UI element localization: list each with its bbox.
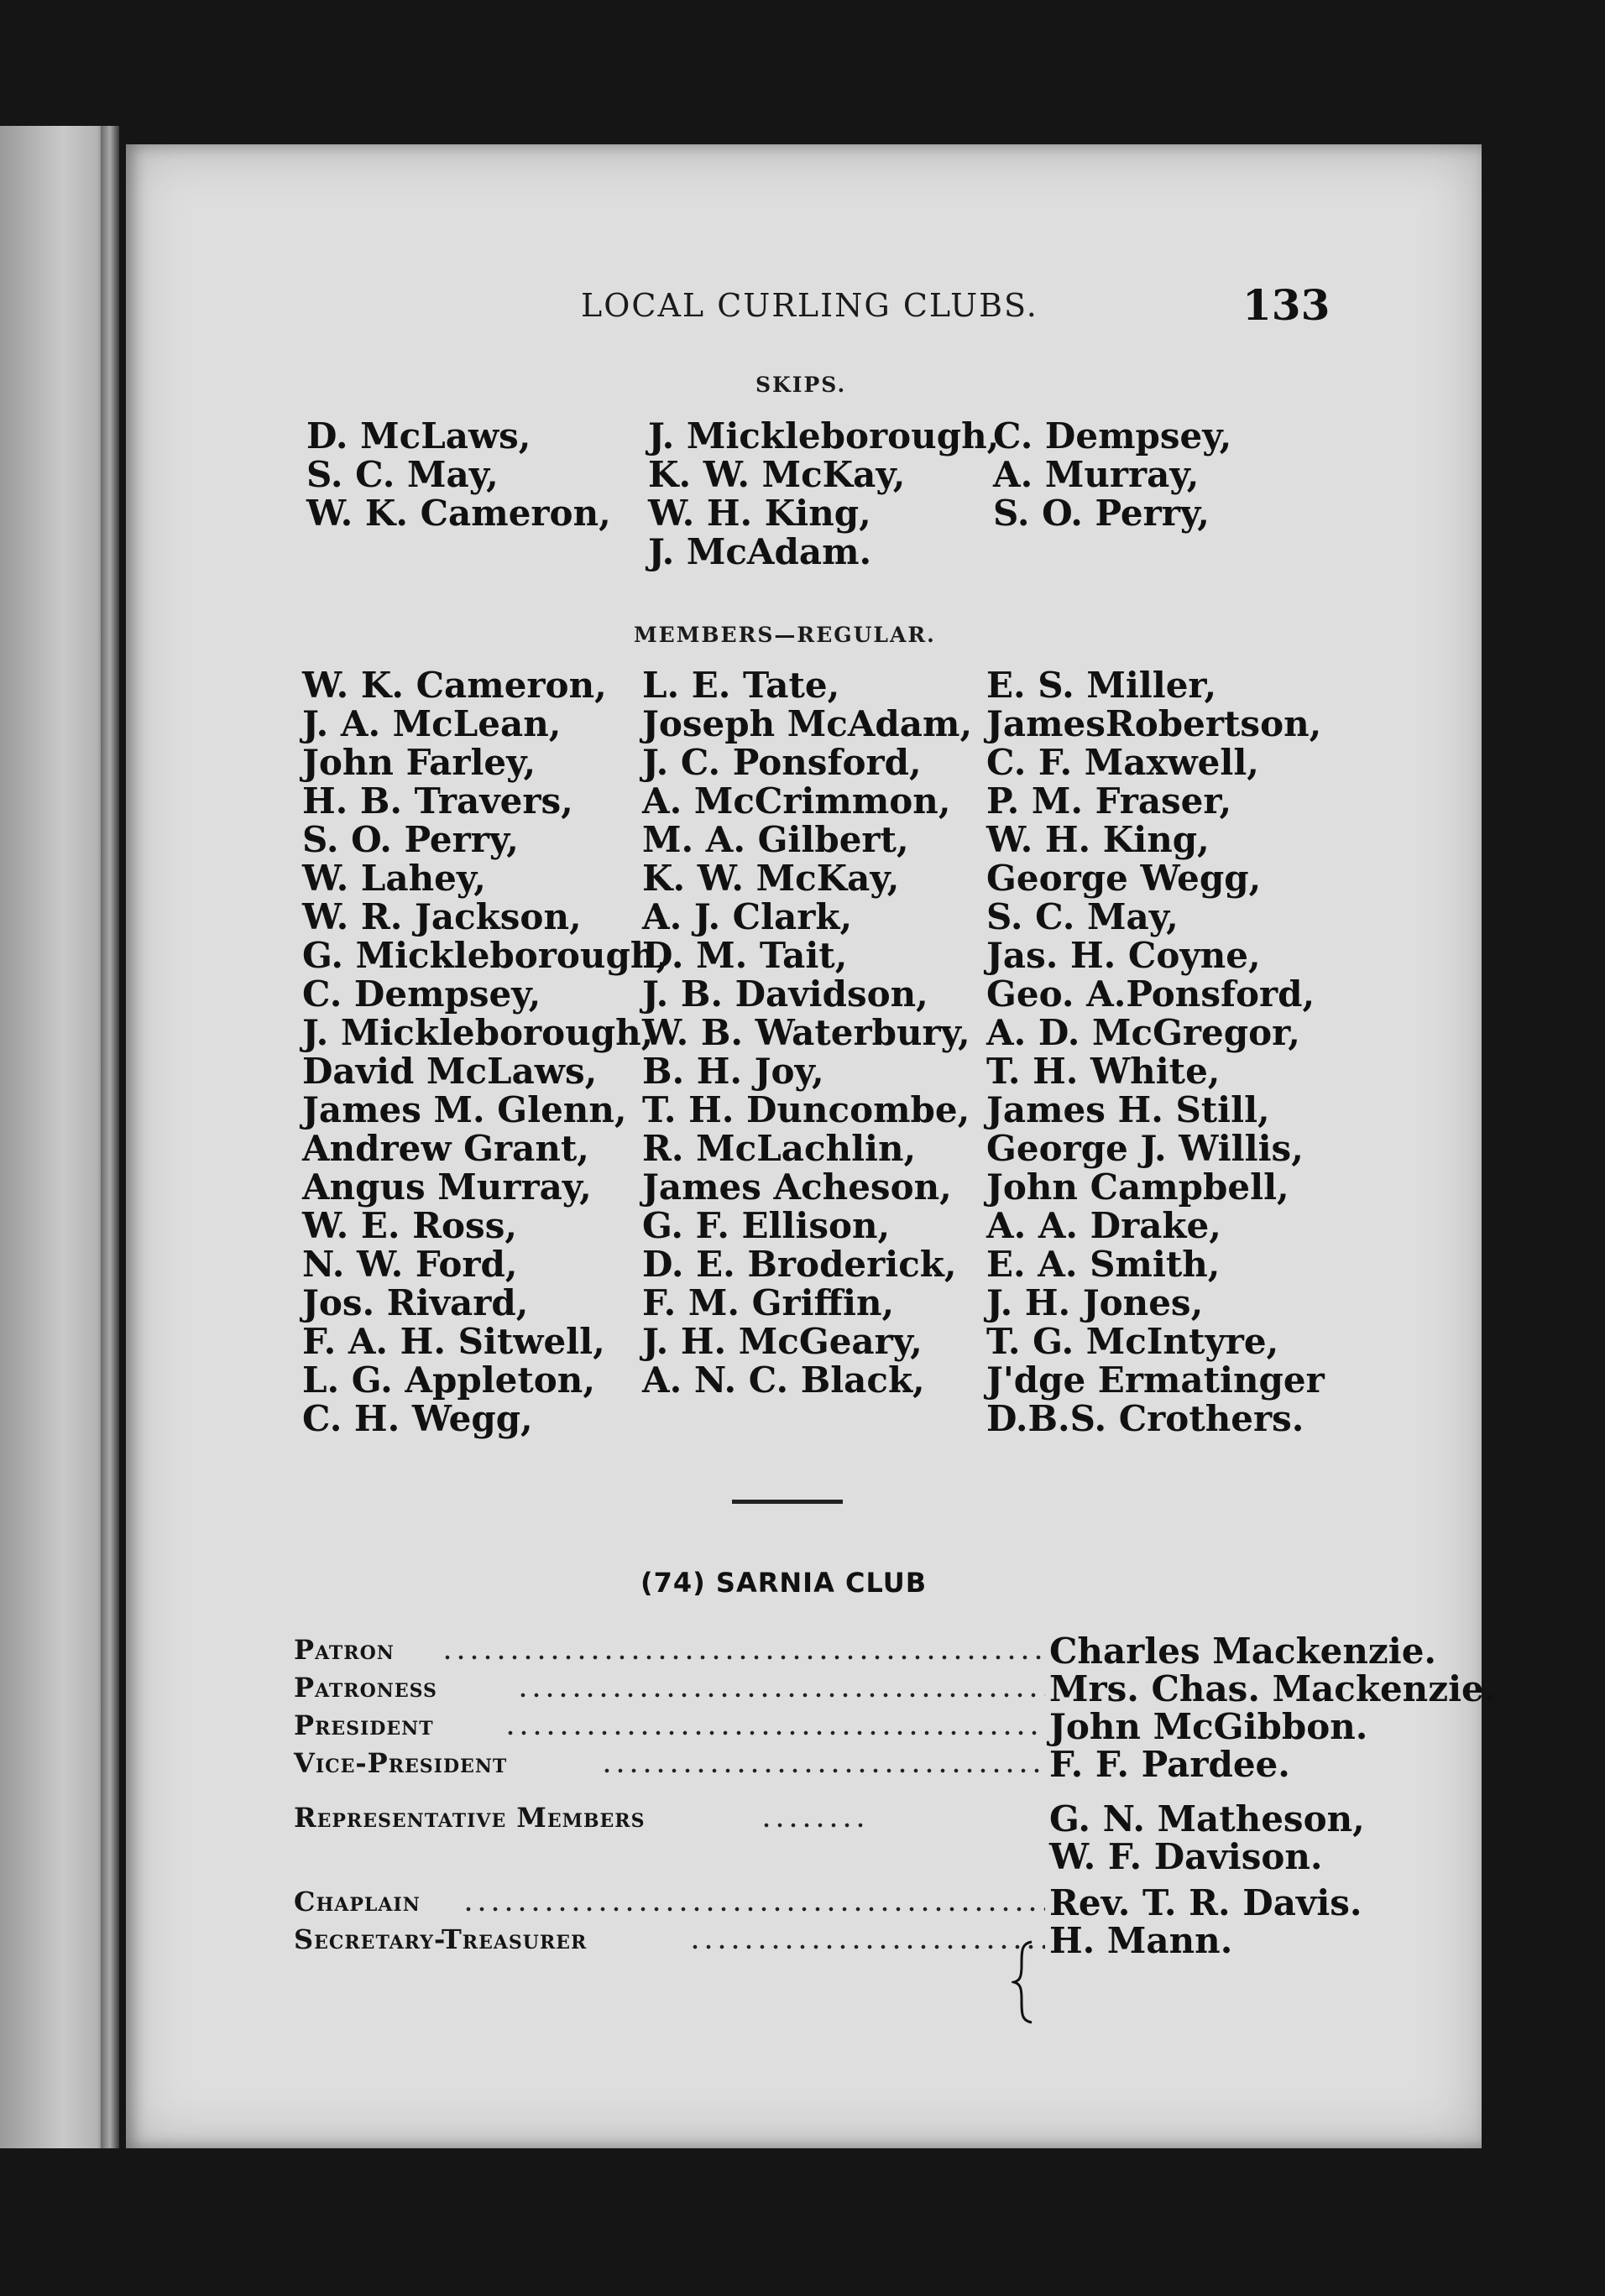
member-name: P. M. Fraser, <box>986 780 1232 822</box>
skips-heading: SKIPS. <box>755 373 847 397</box>
officer-row <box>294 1744 1469 1789</box>
member-name: D.B.S. Crothers. <box>986 1398 1304 1439</box>
member-name: James Acheson, <box>642 1166 952 1208</box>
dot-leader <box>516 1692 1045 1699</box>
skips-column-2 <box>648 417 999 571</box>
member-name: A. McCrimmon, <box>642 780 951 822</box>
member-name: Geo. A.Ponsford, <box>986 973 1315 1015</box>
member-name: C. F. Maxwell, <box>986 742 1259 783</box>
member-name: T. H. White, <box>986 1051 1221 1092</box>
member-name: B. H. Joy, <box>642 1051 824 1092</box>
member-name: George Wegg, <box>986 858 1262 899</box>
officer-label: Chaplain <box>294 1886 421 1918</box>
member-name: JamesRobertson, <box>986 703 1322 744</box>
member-name: M. A. Gilbert, <box>642 819 909 860</box>
skip-name: W. K. Cameron, <box>306 493 611 534</box>
officer-value: John McGibbon. <box>1049 1706 1368 1747</box>
curly-brace-icon <box>1012 1940 1035 2024</box>
officer-label: Patroness <box>294 1672 437 1704</box>
member-name: J. H. Jones, <box>986 1282 1204 1323</box>
member-name: K. W. McKay, <box>642 858 900 899</box>
member-name: L. G. Appleton, <box>302 1359 595 1401</box>
members-column-2 <box>642 666 972 1400</box>
member-name: G. F. Ellison, <box>642 1205 891 1246</box>
member-name: L. E. Tate, <box>642 665 840 706</box>
officer-label: Representative Members <box>294 1802 646 1834</box>
skip-name: D. McLaws, <box>306 415 531 457</box>
member-name: David McLaws, <box>302 1051 598 1092</box>
skip-name: A. Murray, <box>993 454 1200 495</box>
member-name: F. A. H. Sitwell, <box>302 1321 605 1362</box>
officer-value: Charles Mackenzie. <box>1049 1631 1437 1672</box>
skip-name: J. McAdam. <box>648 531 872 572</box>
running-header: LOCAL CURLING CLUBS. <box>581 287 1038 324</box>
member-name: D. M. Tait, <box>642 935 848 976</box>
member-name: G. Mickleborough, <box>302 935 668 976</box>
member-name: D. E. Broderick, <box>642 1244 957 1285</box>
officer-value: W. F. Davison. <box>1049 1836 1323 1877</box>
member-name: W. R. Jackson, <box>302 896 582 937</box>
officer-label: Secretary-Treasurer <box>294 1923 588 1955</box>
member-name: J. C. Ponsford, <box>642 742 922 783</box>
dot-leader <box>600 1767 1045 1774</box>
member-name: John Farley, <box>302 742 536 783</box>
facing-page <box>0 126 113 2148</box>
officer-value: Rev. T. R. Davis. <box>1049 1882 1362 1923</box>
member-name: George J. Willis, <box>986 1128 1304 1169</box>
member-name: W. Lahey, <box>302 858 486 899</box>
member-name: A. A. Drake, <box>986 1205 1221 1246</box>
member-name: C. H. Wegg, <box>302 1398 533 1439</box>
member-name: A. J. Clark, <box>642 896 853 937</box>
skips-column-3 <box>993 417 1231 533</box>
members-column-3 <box>986 666 1325 1438</box>
member-name: S. C. May, <box>986 896 1179 937</box>
member-name: John Campbell, <box>986 1166 1289 1208</box>
member-name: J. A. McLean, <box>302 703 562 744</box>
page-number: 133 <box>1242 280 1331 330</box>
member-name: Joseph McAdam, <box>642 703 973 744</box>
member-name: T. H. Duncombe, <box>642 1089 970 1130</box>
book-gutter <box>101 126 119 2148</box>
officer-row <box>294 1836 1469 1881</box>
member-name: N. W. Ford, <box>302 1244 518 1285</box>
member-name: J. Mickleborough, <box>302 1012 654 1053</box>
skip-name: S. O. Perry, <box>993 493 1210 534</box>
member-name: E. A. Smith, <box>986 1244 1221 1285</box>
member-name: J'dge Ermatinger <box>986 1359 1325 1401</box>
dot-leader <box>462 1906 1045 1912</box>
book-page <box>126 144 1497 2148</box>
skip-name: C. Dempsey, <box>993 415 1232 457</box>
member-name: R. McLachlin, <box>642 1128 917 1169</box>
member-name: Angus Murray, <box>302 1166 592 1208</box>
club-title: (74) SARNIA CLUB <box>640 1567 928 1599</box>
skips-column-1 <box>306 417 611 533</box>
member-name: W. K. Cameron, <box>302 665 607 706</box>
member-name: W. H. King, <box>986 819 1210 860</box>
officer-value: G. N. Matheson, <box>1049 1798 1365 1839</box>
officer-value: F. F. Pardee. <box>1049 1744 1290 1785</box>
skip-name: W. H. King, <box>648 493 871 534</box>
officer-row <box>294 1706 1469 1751</box>
member-name: Jas. H. Coyne, <box>986 935 1261 976</box>
member-name: W. E. Ross, <box>302 1205 517 1246</box>
dot-leader <box>504 1730 1045 1736</box>
members-column-1 <box>302 666 668 1438</box>
member-name: James H. Still, <box>986 1089 1270 1130</box>
officer-value: Mrs. Chas. Mackenzie. <box>1049 1668 1497 1709</box>
officer-label: President <box>294 1709 434 1741</box>
member-name: H. B. Travers, <box>302 780 573 822</box>
officer-label: Patron <box>294 1634 395 1666</box>
officer-row <box>294 1882 1469 1928</box>
skip-name: J. Mickleborough, <box>648 415 1000 457</box>
member-name: C. Dempsey, <box>302 973 541 1015</box>
dot-leader <box>688 1944 1045 1950</box>
officer-label: Vice-President <box>294 1747 508 1779</box>
member-name: A. D. McGregor, <box>986 1012 1300 1053</box>
member-name: F. M. Griffin, <box>642 1282 895 1323</box>
member-name: S. O. Perry, <box>302 819 519 860</box>
member-name: A. N. C. Black, <box>642 1359 925 1401</box>
skip-name: S. C. May, <box>306 454 499 495</box>
member-name: Andrew Grant, <box>302 1128 589 1169</box>
member-name: W. B. Waterbury, <box>642 1012 970 1053</box>
dot-leader <box>760 1822 865 1829</box>
section-divider <box>732 1500 843 1504</box>
skip-name: K. W. McKay, <box>648 454 906 495</box>
member-name: James M. Glenn, <box>302 1089 627 1130</box>
officer-row <box>294 1920 1469 1965</box>
officer-value: H. Mann. <box>1049 1920 1233 1961</box>
member-name: J. H. McGeary, <box>642 1321 923 1362</box>
dot-leader <box>441 1654 1045 1661</box>
member-name: E. S. Miller, <box>986 665 1217 706</box>
members-heading: MEMBERS—REGULAR. <box>634 623 936 647</box>
member-name: Jos. Rivard, <box>302 1282 529 1323</box>
member-name: T. G. McIntyre, <box>986 1321 1279 1362</box>
member-name: J. B. Davidson, <box>642 973 928 1015</box>
